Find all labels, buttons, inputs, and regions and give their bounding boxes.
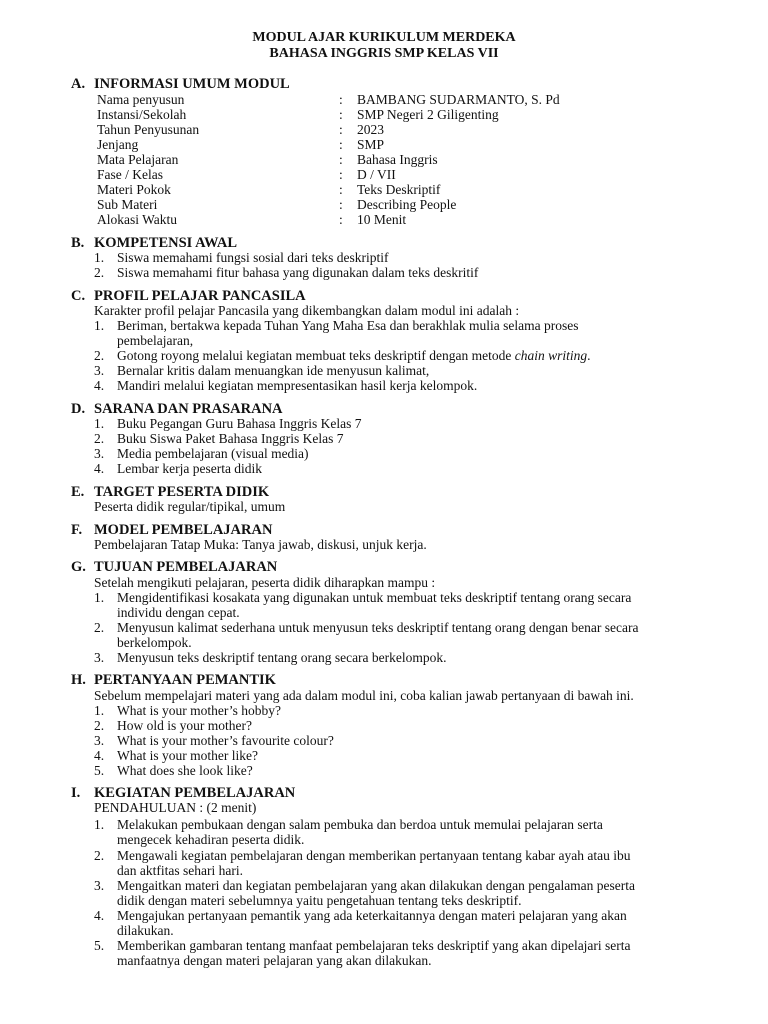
info-key-subtopic: Sub Materi <box>97 197 158 212</box>
section-c-heading <box>71 288 306 304</box>
section-b-letter: B. <box>71 235 85 251</box>
info-value-author: BAMBANG SUDARMANTO, S. Pd <box>357 92 560 107</box>
list-item: Buku Pegangan Guru Bahasa Inggris Kelas 7 <box>117 416 362 431</box>
section-e-text: Peserta didik regular/tipikal, umum <box>94 499 286 514</box>
list-number: 1. <box>94 703 105 718</box>
list-item: Bernalar kritis dalam menuangkan ide menyusun kalimat, <box>117 363 430 378</box>
list-number: 4. <box>94 748 105 763</box>
list-number: 1. <box>94 590 105 605</box>
info-colon: : <box>339 107 343 122</box>
section-g-letter: G. <box>71 559 86 575</box>
list-number: 2. <box>94 848 105 863</box>
list-number: 2. <box>94 620 105 635</box>
section-c-title: PROFIL PELAJAR PANCASILA <box>94 288 306 304</box>
info-colon: : <box>339 197 343 212</box>
list-item: Melakukan pembukaan dengan salam pembuka dan berdoa untuk memulai pelajaran serta <box>117 817 603 832</box>
list-item: Mengawali kegiatan pembelajaran dengan memberikan pertanyaan tentang kabar ayah atau ibu <box>117 848 631 863</box>
list-number: 3. <box>94 446 105 461</box>
info-value-year: 2023 <box>357 122 384 137</box>
list-item-continuation: manfaatnya dengan materi pelajaran yang akan dilakukan. <box>117 953 432 968</box>
list-item-continuation: dilakukan. <box>117 923 174 938</box>
info-key-author: Nama penyusun <box>97 92 185 107</box>
list-item: Menyusun kalimat sederhana untuk menyusun teks deskriptif tentang orang dengan benar secara <box>117 620 639 635</box>
info-value-subject: Bahasa Inggris <box>357 152 438 167</box>
section-f-title: MODEL PEMBELAJARAN <box>94 522 273 538</box>
list-item: How old is your mother? <box>117 718 252 733</box>
list-item: Memberikan gambaran tentang manfaat pembelajaran teks deskriptif yang akan dipelajari serta <box>117 938 631 953</box>
section-a-letter: A. <box>71 76 86 92</box>
list-number: 1. <box>94 817 105 832</box>
info-key-level: Jenjang <box>97 137 139 152</box>
info-colon: : <box>339 137 343 152</box>
list-item-continuation: mengecek kehadiran peserta didik. <box>117 832 305 847</box>
info-value-subtopic: Describing People <box>357 197 457 212</box>
info-key-phase: Fase / Kelas <box>97 167 163 182</box>
info-key-time: Alokasi Waktu <box>97 212 178 227</box>
list-number: 2. <box>94 265 105 280</box>
section-e-heading <box>71 484 269 500</box>
info-colon: : <box>339 152 343 167</box>
list-number: 1. <box>94 318 105 333</box>
section-f-letter: F. <box>71 522 83 538</box>
section-f-text: Pembelajaran Tatap Muka: Tanya jawab, diskusi, unjuk kerja. <box>94 537 427 552</box>
list-item-continuation: pembelajaran, <box>117 333 194 348</box>
section-h-heading <box>71 672 276 688</box>
section-i-letter: I. <box>71 785 81 801</box>
info-value-phase: D / VII <box>357 167 396 182</box>
list-number: 3. <box>94 733 105 748</box>
section-a-title: INFORMASI UMUM MODUL <box>94 76 290 92</box>
list-item: Mengidentifikasi kosakata yang digunakan untuk membuat teks deskriptif tentang orang secara <box>117 590 632 605</box>
section-g-title: TUJUAN PEMBELAJARAN <box>94 559 278 575</box>
info-value-level: SMP <box>357 137 385 152</box>
info-key-school: Instansi/Sekolah <box>97 107 187 122</box>
section-e-letter: E. <box>71 484 85 500</box>
section-g-heading <box>71 559 277 575</box>
list-item: Mandiri melalui kegiatan mempresentasikan hasil kerja kelompok. <box>117 378 478 393</box>
section-h-title: PERTANYAAN PEMANTIK <box>94 672 276 688</box>
list-item: Mengajukan pertanyaan pemantik yang ada keterkaitannya dengan materi pelajaran yang akan <box>117 908 627 923</box>
list-item: Buku Siswa Paket Bahasa Inggris Kelas 7 <box>117 431 344 446</box>
list-item-end: . <box>587 348 591 363</box>
section-c-letter: C. <box>71 288 86 304</box>
section-b-heading <box>71 235 237 251</box>
list-item: Siswa memahami fitur bahasa yang digunakan dalam teks deskritif <box>117 265 479 280</box>
list-item: Mengaitkan materi dan kegiatan pembelajaran yang akan dilakukan dengan pengalaman peserta <box>117 878 636 893</box>
section-d-title: SARANA DAN PRASARANA <box>94 401 283 417</box>
info-colon: : <box>339 212 343 227</box>
list-number: 3. <box>94 878 105 893</box>
list-item: Beriman, bertakwa kepada Tuhan Yang Maha Esa dan berakhlak mulia selama proses <box>117 318 579 333</box>
list-item-italic: chain writing <box>514 348 588 363</box>
section-a-heading <box>71 76 290 92</box>
section-b-title: KOMPETENSI AWAL <box>94 235 238 251</box>
info-colon: : <box>339 122 343 137</box>
section-d-letter: D. <box>71 401 86 417</box>
list-number: 4. <box>94 461 105 476</box>
list-number: 1. <box>94 416 105 431</box>
list-item-text: Gotong royong melalui kegiatan membuat teks deskriptif dengan metode <box>117 348 515 363</box>
list-number: 4. <box>94 378 105 393</box>
list-item: What is your mother’s hobby? <box>117 703 281 718</box>
list-item-continuation: individu dengan cepat. <box>117 605 240 620</box>
info-key-year: Tahun Penyusunan <box>97 122 200 137</box>
info-colon: : <box>339 167 343 182</box>
section-h-letter: H. <box>71 672 86 688</box>
info-key-topic: Materi Pokok <box>97 182 171 197</box>
list-item: Lembar kerja peserta didik <box>117 461 263 476</box>
info-colon: : <box>339 92 343 107</box>
document-title-line-1: MODUL AJAR KURIKULUM MERDEKA <box>252 30 516 45</box>
list-number: 5. <box>94 763 105 778</box>
list-item: What is your mother’s favourite colour? <box>117 733 334 748</box>
list-number: 3. <box>94 363 105 378</box>
section-g-intro: Setelah mengikuti pelajaran, peserta didik diharapkan mampu : <box>94 575 436 590</box>
info-colon: : <box>339 182 343 197</box>
section-c-intro: Karakter profil pelajar Pancasila yang dikembangkan dalam modul ini adalah : <box>94 303 520 318</box>
list-number: 5. <box>94 938 105 953</box>
list-number: 2. <box>94 431 105 446</box>
section-i-title: KEGIATAN PEMBELAJARAN <box>94 785 296 801</box>
list-item: Siswa memahami fungsi sosial dari teks deskriptif <box>117 250 389 265</box>
list-item: What does she look like? <box>117 763 253 778</box>
info-key-subject: Mata Pelajaran <box>97 152 179 167</box>
list-number: 1. <box>94 250 105 265</box>
list-item: Menyusun teks deskriptif tentang orang secara berkelompok. <box>117 650 447 665</box>
section-f-heading <box>71 522 272 538</box>
list-item: What is your mother like? <box>117 748 258 763</box>
section-i-heading <box>71 785 295 801</box>
info-value-school: SMP Negeri 2 Giligenting <box>357 107 499 122</box>
section-h-intro: Sebelum mempelajari materi yang ada dalam modul ini, coba kalian jawab pertanyaan di bawah ini. <box>94 688 634 703</box>
info-value-time: 10 Menit <box>357 212 407 227</box>
list-item: Media pembelajaran (visual media) <box>117 446 309 461</box>
section-d-heading <box>71 401 283 417</box>
list-number: 2. <box>94 718 105 733</box>
list-item-continuation: berkelompok. <box>117 635 192 650</box>
section-i-intro: PENDAHULUAN : (2 menit) <box>94 800 257 815</box>
list-item-continuation: didik dengan materi sebelumnya yaitu pengetahuan tentang teks deskriptif. <box>117 893 522 908</box>
list-item-continuation: dan aktfitas sehari hari. <box>117 863 243 878</box>
list-number: 2. <box>94 348 105 363</box>
info-value-topic: Teks Deskriptif <box>357 182 441 197</box>
list-number: 3. <box>94 650 105 665</box>
section-e-title: TARGET PESERTA DIDIK <box>94 484 270 500</box>
document-title-line-2: BAHASA INGGRIS SMP KELAS VII <box>269 46 499 61</box>
list-number: 4. <box>94 908 105 923</box>
list-item <box>117 348 591 363</box>
